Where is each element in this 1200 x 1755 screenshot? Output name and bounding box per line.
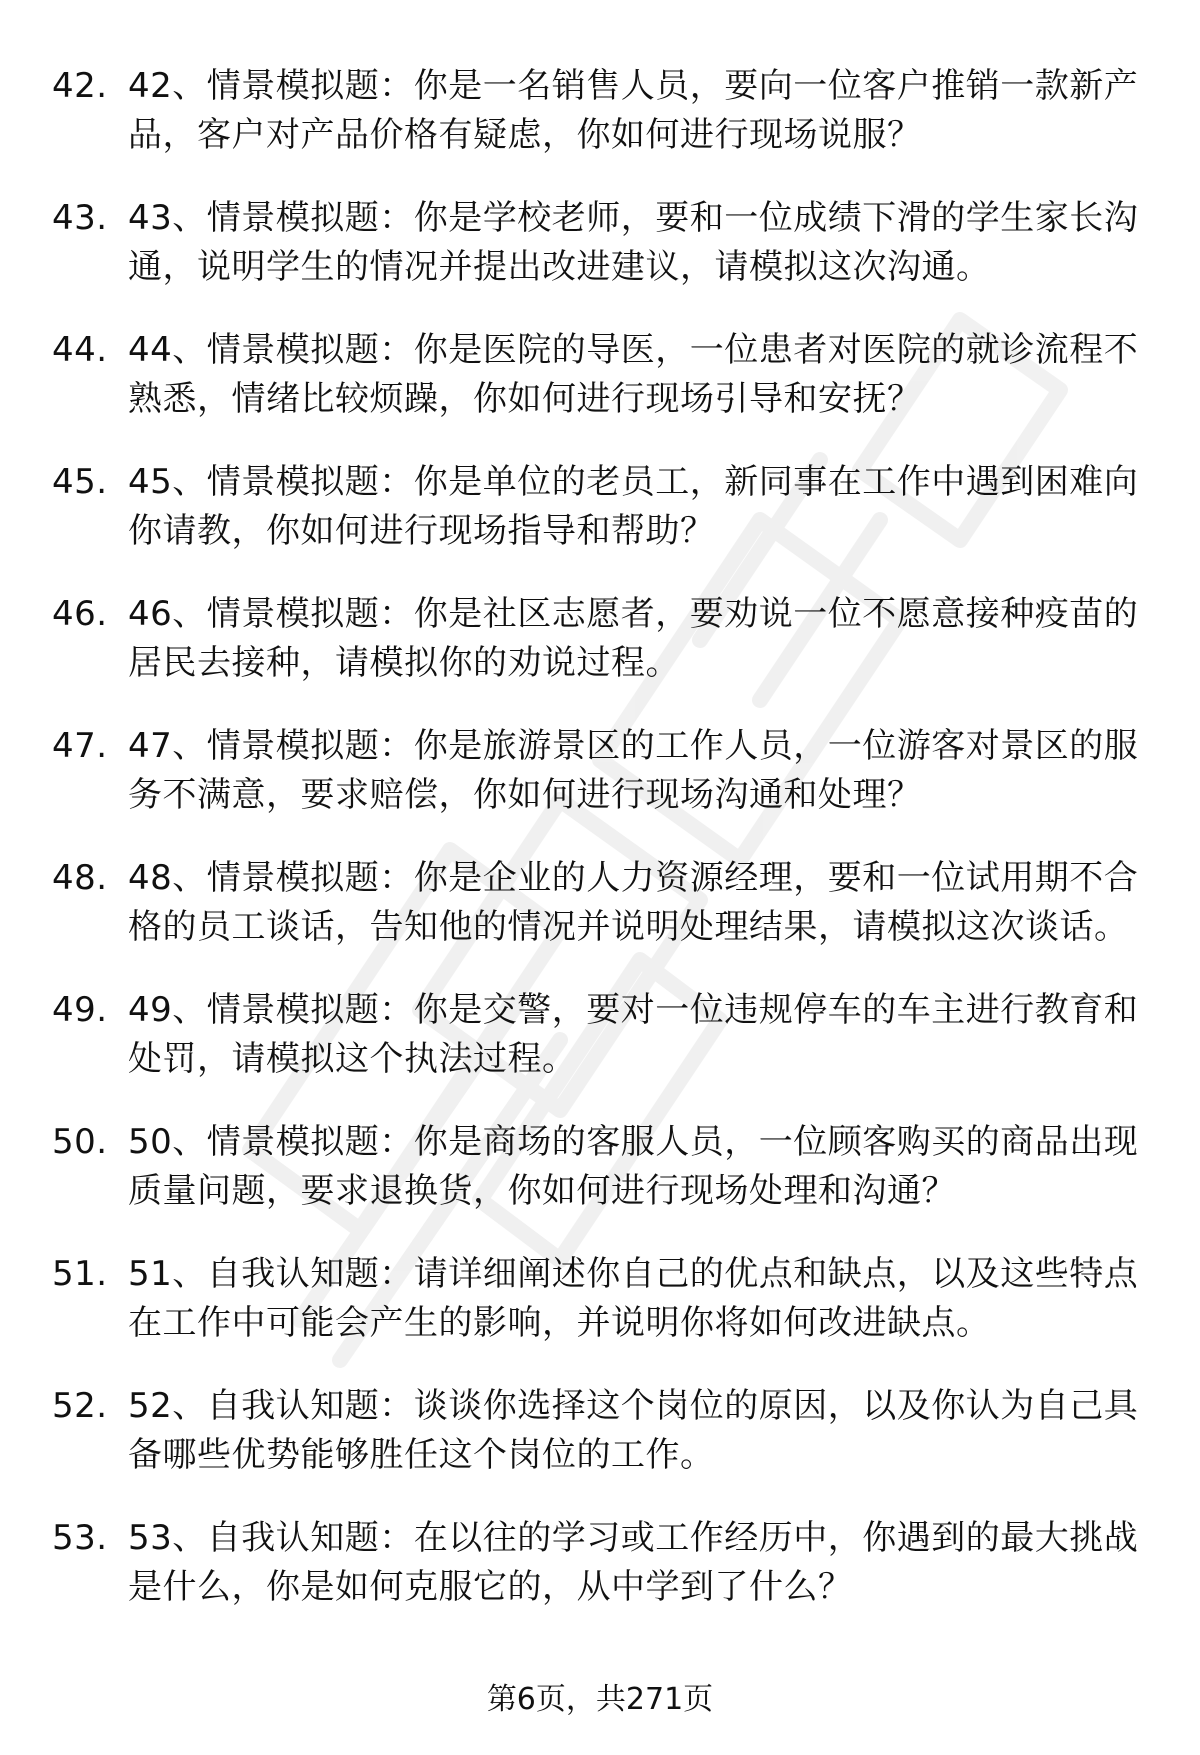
question-text: 45、情景模拟题：你是单位的老员工，新同事在工作中遇到困难向你请教，你如何进行现场指导和帮助？ <box>128 462 1139 551</box>
question-text: 50、情景模拟题：你是商场的客服人员，一位顾客购买的商品出现质量问题，要求退换货，你如何进行现场处理和沟通？ <box>128 1122 1139 1211</box>
question-number: 45. <box>52 462 108 502</box>
question-text: 43、情景模拟题：你是学校老师，要和一位成绩下滑的学生家长沟通，说明学生的情况并提出改进建议，请模拟这次沟通。 <box>128 198 1139 287</box>
question-number: 51. <box>52 1254 108 1294</box>
list-item <box>0 854 1200 952</box>
list-item <box>0 458 1200 556</box>
question-text: 51、自我认知题：请详细阐述你自己的优点和缺点，以及这些特点在工作中可能会产生的影响，并说明你将如何改进缺点。 <box>128 1254 1139 1343</box>
list-item <box>0 194 1200 292</box>
question-text: 49、情景模拟题：你是交警，要对一位违规停车的车主进行教育和处罚，请模拟这个执法过程。 <box>128 990 1139 1079</box>
list-item <box>0 986 1200 1084</box>
list-item <box>0 62 1200 160</box>
question-number: 49. <box>52 990 108 1030</box>
question-text: 42、情景模拟题：你是一名销售人员，要向一位客户推销一款新产品，客户对产品价格有疑虑，你如何进行现场说服？ <box>128 66 1139 155</box>
question-number: 44. <box>52 330 108 370</box>
page-footer: 第6页，共271页 <box>486 1682 714 1717</box>
question-number: 50. <box>52 1122 108 1162</box>
question-number: 42. <box>52 66 108 106</box>
question-number: 46. <box>52 594 108 634</box>
list-item <box>0 722 1200 820</box>
list-item <box>0 590 1200 688</box>
question-number: 48. <box>52 858 108 898</box>
question-list <box>0 62 1200 1646</box>
question-text: 53、自我认知题：在以往的学习或工作经历中，你遇到的最大挑战是什么，你是如何克服它的，从中学到了什么？ <box>128 1518 1139 1607</box>
list-item <box>0 326 1200 424</box>
question-number: 52. <box>52 1386 108 1426</box>
question-text: 47、情景模拟题：你是旅游景区的工作人员，一位游客对景区的服务不满意，要求赔偿，你如何进行现场沟通和处理？ <box>128 726 1139 815</box>
question-text: 48、情景模拟题：你是企业的人力资源经理，要和一位试用期不合格的员工谈话，告知他的情况并说明处理结果，请模拟这次谈话。 <box>128 858 1139 947</box>
list-item <box>0 1250 1200 1348</box>
question-number: 53. <box>52 1518 108 1558</box>
question-text: 52、自我认知题：谈谈你选择这个岗位的原因，以及你认为自己具备哪些优势能够胜任这个岗位的工作。 <box>128 1386 1139 1475</box>
question-text: 46、情景模拟题：你是社区志愿者，要劝说一位不愿意接种疫苗的居民去接种，请模拟你的劝说过程。 <box>128 594 1139 683</box>
list-item <box>0 1382 1200 1480</box>
question-number: 43. <box>52 198 108 238</box>
list-item <box>0 1514 1200 1612</box>
question-text: 44、情景模拟题：你是医院的导医，一位患者对医院的就诊流程不熟悉，情绪比较烦躁，你如何进行现场引导和安抚？ <box>128 330 1139 419</box>
question-number: 47. <box>52 726 108 766</box>
list-item <box>0 1118 1200 1216</box>
